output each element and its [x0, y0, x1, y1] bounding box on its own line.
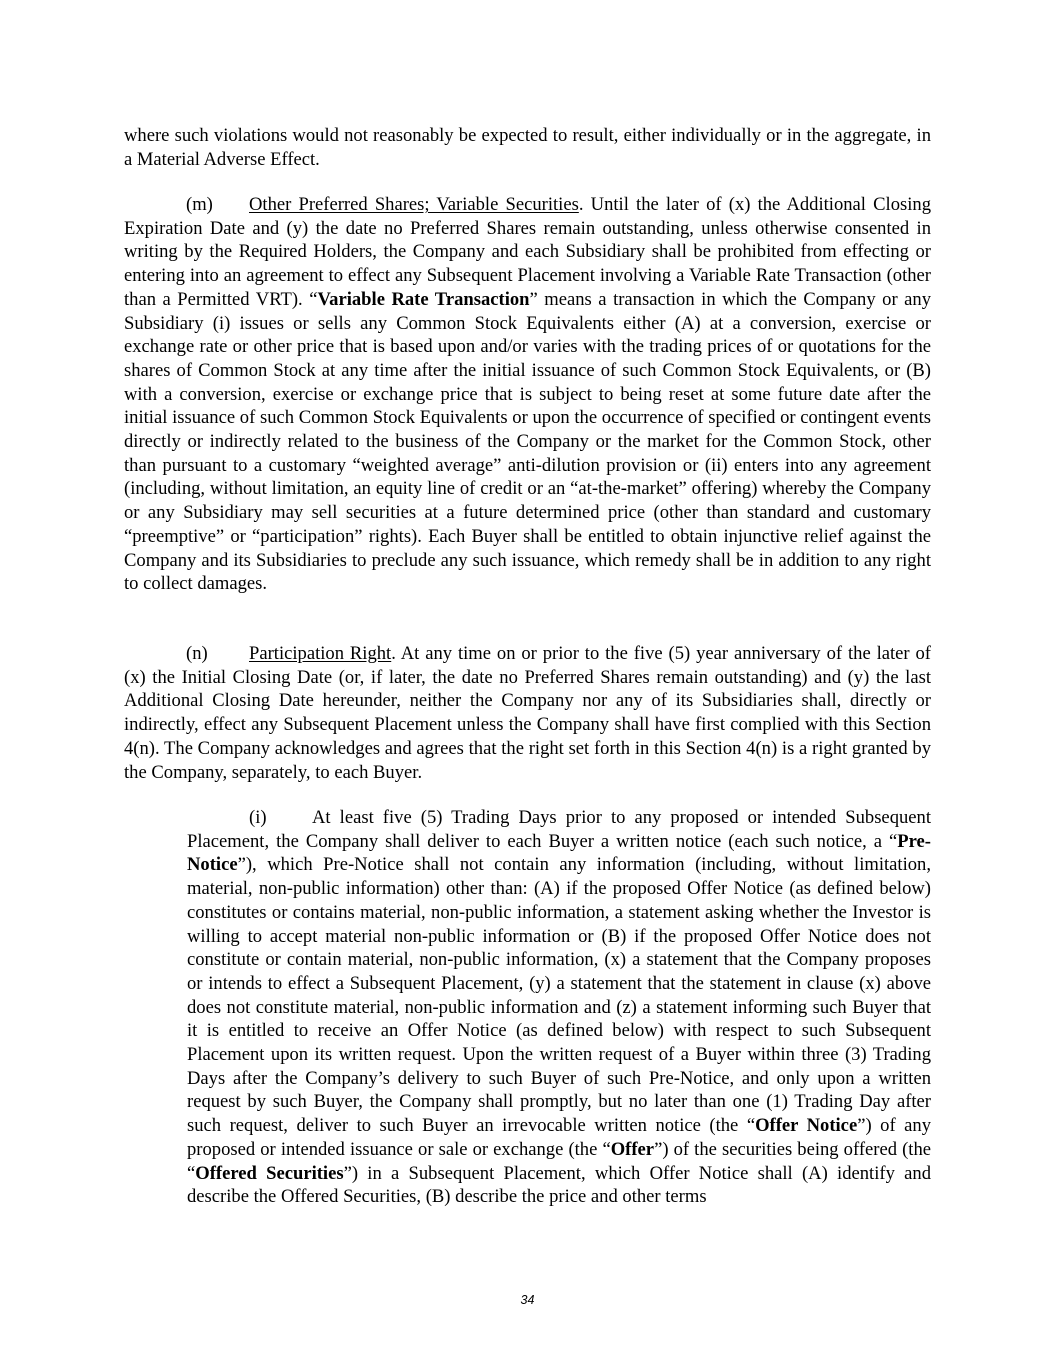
subsection-i-text-1: At least five (5) Trading Days prior to any proposed or intended Subsequent Placement, the Company shall deliver to each Buyer a written notice (each such notice, a “ — [187, 807, 931, 852]
defined-term-pre-notice: Pre-Notice — [187, 830, 931, 876]
subsection-i-text-4: ”) of the securities being offered (the “ — [187, 1138, 932, 1184]
subsection-i-label: (i) — [249, 807, 267, 828]
paragraph-l-continuation — [124, 124, 931, 171]
section-m-paragraph — [124, 193, 931, 596]
defined-term-offered-securities: Offered Securities — [195, 1162, 344, 1184]
defined-term-offer-notice: Offer Notice — [755, 1115, 858, 1137]
defined-term-offer: Offer — [610, 1138, 655, 1160]
section-n-heading: Participation Right — [249, 643, 392, 664]
subsection-i-text-3: ”) of any proposed or intended issuance or sale or exchange (the “ — [187, 1115, 932, 1160]
section-m-text-1: . Until the later of (x) the Additional Closing Expiration Date and (y) the date no Preferred Shares remain outstanding, unless otherwise consented in writing by the Required Holders, the Company and each Subsidiary shall be prohibited from effecting or entering into an agreement to effect any Subsequent Placement involving a Variable Rate Transaction (other than a Permitted VRT). “ — [124, 194, 931, 310]
subsection-i-paragraph — [187, 806, 931, 1209]
section-n-text: . At any time on or prior to the five (5) year anniversary of the later of (x) the Initial Closing Date (or, if later, the date no Preferred Shares remain outstanding) and (y) the last Additional Closing Date hereunder, neither the Company nor any of its Subsidiaries shall, directly or indirectly, effect any Subsequent Placement unless the Company shall have first complied with this Section 4(n). The Company acknowledges and agrees that the right set forth in this Section 4(n) is a right granted by the Company, separately, to each Buyer. — [124, 643, 931, 783]
subsection-i-text-5: ”) in a Subsequent Placement, which Offer Notice shall (A) identify and describe the Offered Securities, (B) describe the price and other terms — [187, 1162, 931, 1208]
section-n-label: (n) — [186, 643, 208, 664]
defined-term-variable-rate-transaction: Variable Rate Transaction — [317, 288, 530, 310]
section-m-text-2: ” means a transaction in which the Company or any Subsidiary (i) issues or sells any Common Stock Equivalents either (A) at a conversion, exercise or exchange rate or other price that is based upon and/or varies with the trading prices of or quotations for the shares of Common Stock at any time after the initial issuance of such Common Stock Equivalents, or (B) with a conversion, exercise or exchange price that is subject to being reset at some future date after the initial issuance of such Common Stock Equivalents or upon the occurrence of specified or contingent events directly or indirectly related to the business of the Company or the market for the Common Stock, other than pursuant to a customary “weighted average” anti-dilution provision or (ii) enters into any agreement (including, without limitation, an equity line of credit or an “at-the-market” offering) whereby the Company or any Subsidiary may sell securities at a future determined price (other than standard and customary “preemptive” or “participation” rights). Each Buyer shall be entitled to obtain injunctive relief against the Company and its Subsidiaries to preclude any such issuance, which remedy shall be in addition to any right to collect damages. — [124, 288, 931, 595]
section-n-paragraph — [124, 642, 931, 784]
section-m-heading: Other Preferred Shares; Variable Securities — [249, 194, 579, 215]
page-number: 34 — [520, 1293, 535, 1307]
subsection-i-text-2: ”), which Pre-Notice shall not contain any information (including, without limitation, material, non-public information) other than: (A) if the proposed Offer Notice (as defined below) constitutes or contains material, non-public information, a statement asking whether the Investor is willing to accept material non-public information or (B) if the proposed Offer Notice does not constitute or contain material, non-public information, (x) a statement that the Company proposes or intends to effect a Subsequent Placement, (y) a statement that the statement in clause (x) above does not constitute material, non-public information and (z) a statement informing such Buyer that it is entitled to receive an Offer Notice (as defined below) with respect to such Subsequent Placement upon its written request. Upon the written request of a Buyer within three (3) Trading Days after the Company’s delivery to such Buyer of such Pre-Notice, and only upon a written request by such Buyer, the Company shall promptly, but no later than one (1) Trading Day after such request, deliver to such Buyer an irrevocable written notice (the “ — [187, 854, 931, 1137]
section-m-label: (m) — [186, 194, 213, 215]
paragraph-l-text: where such violations would not reasonably be expected to result, either individually or in the aggregate, in a Material Adverse Effect. — [124, 125, 931, 170]
